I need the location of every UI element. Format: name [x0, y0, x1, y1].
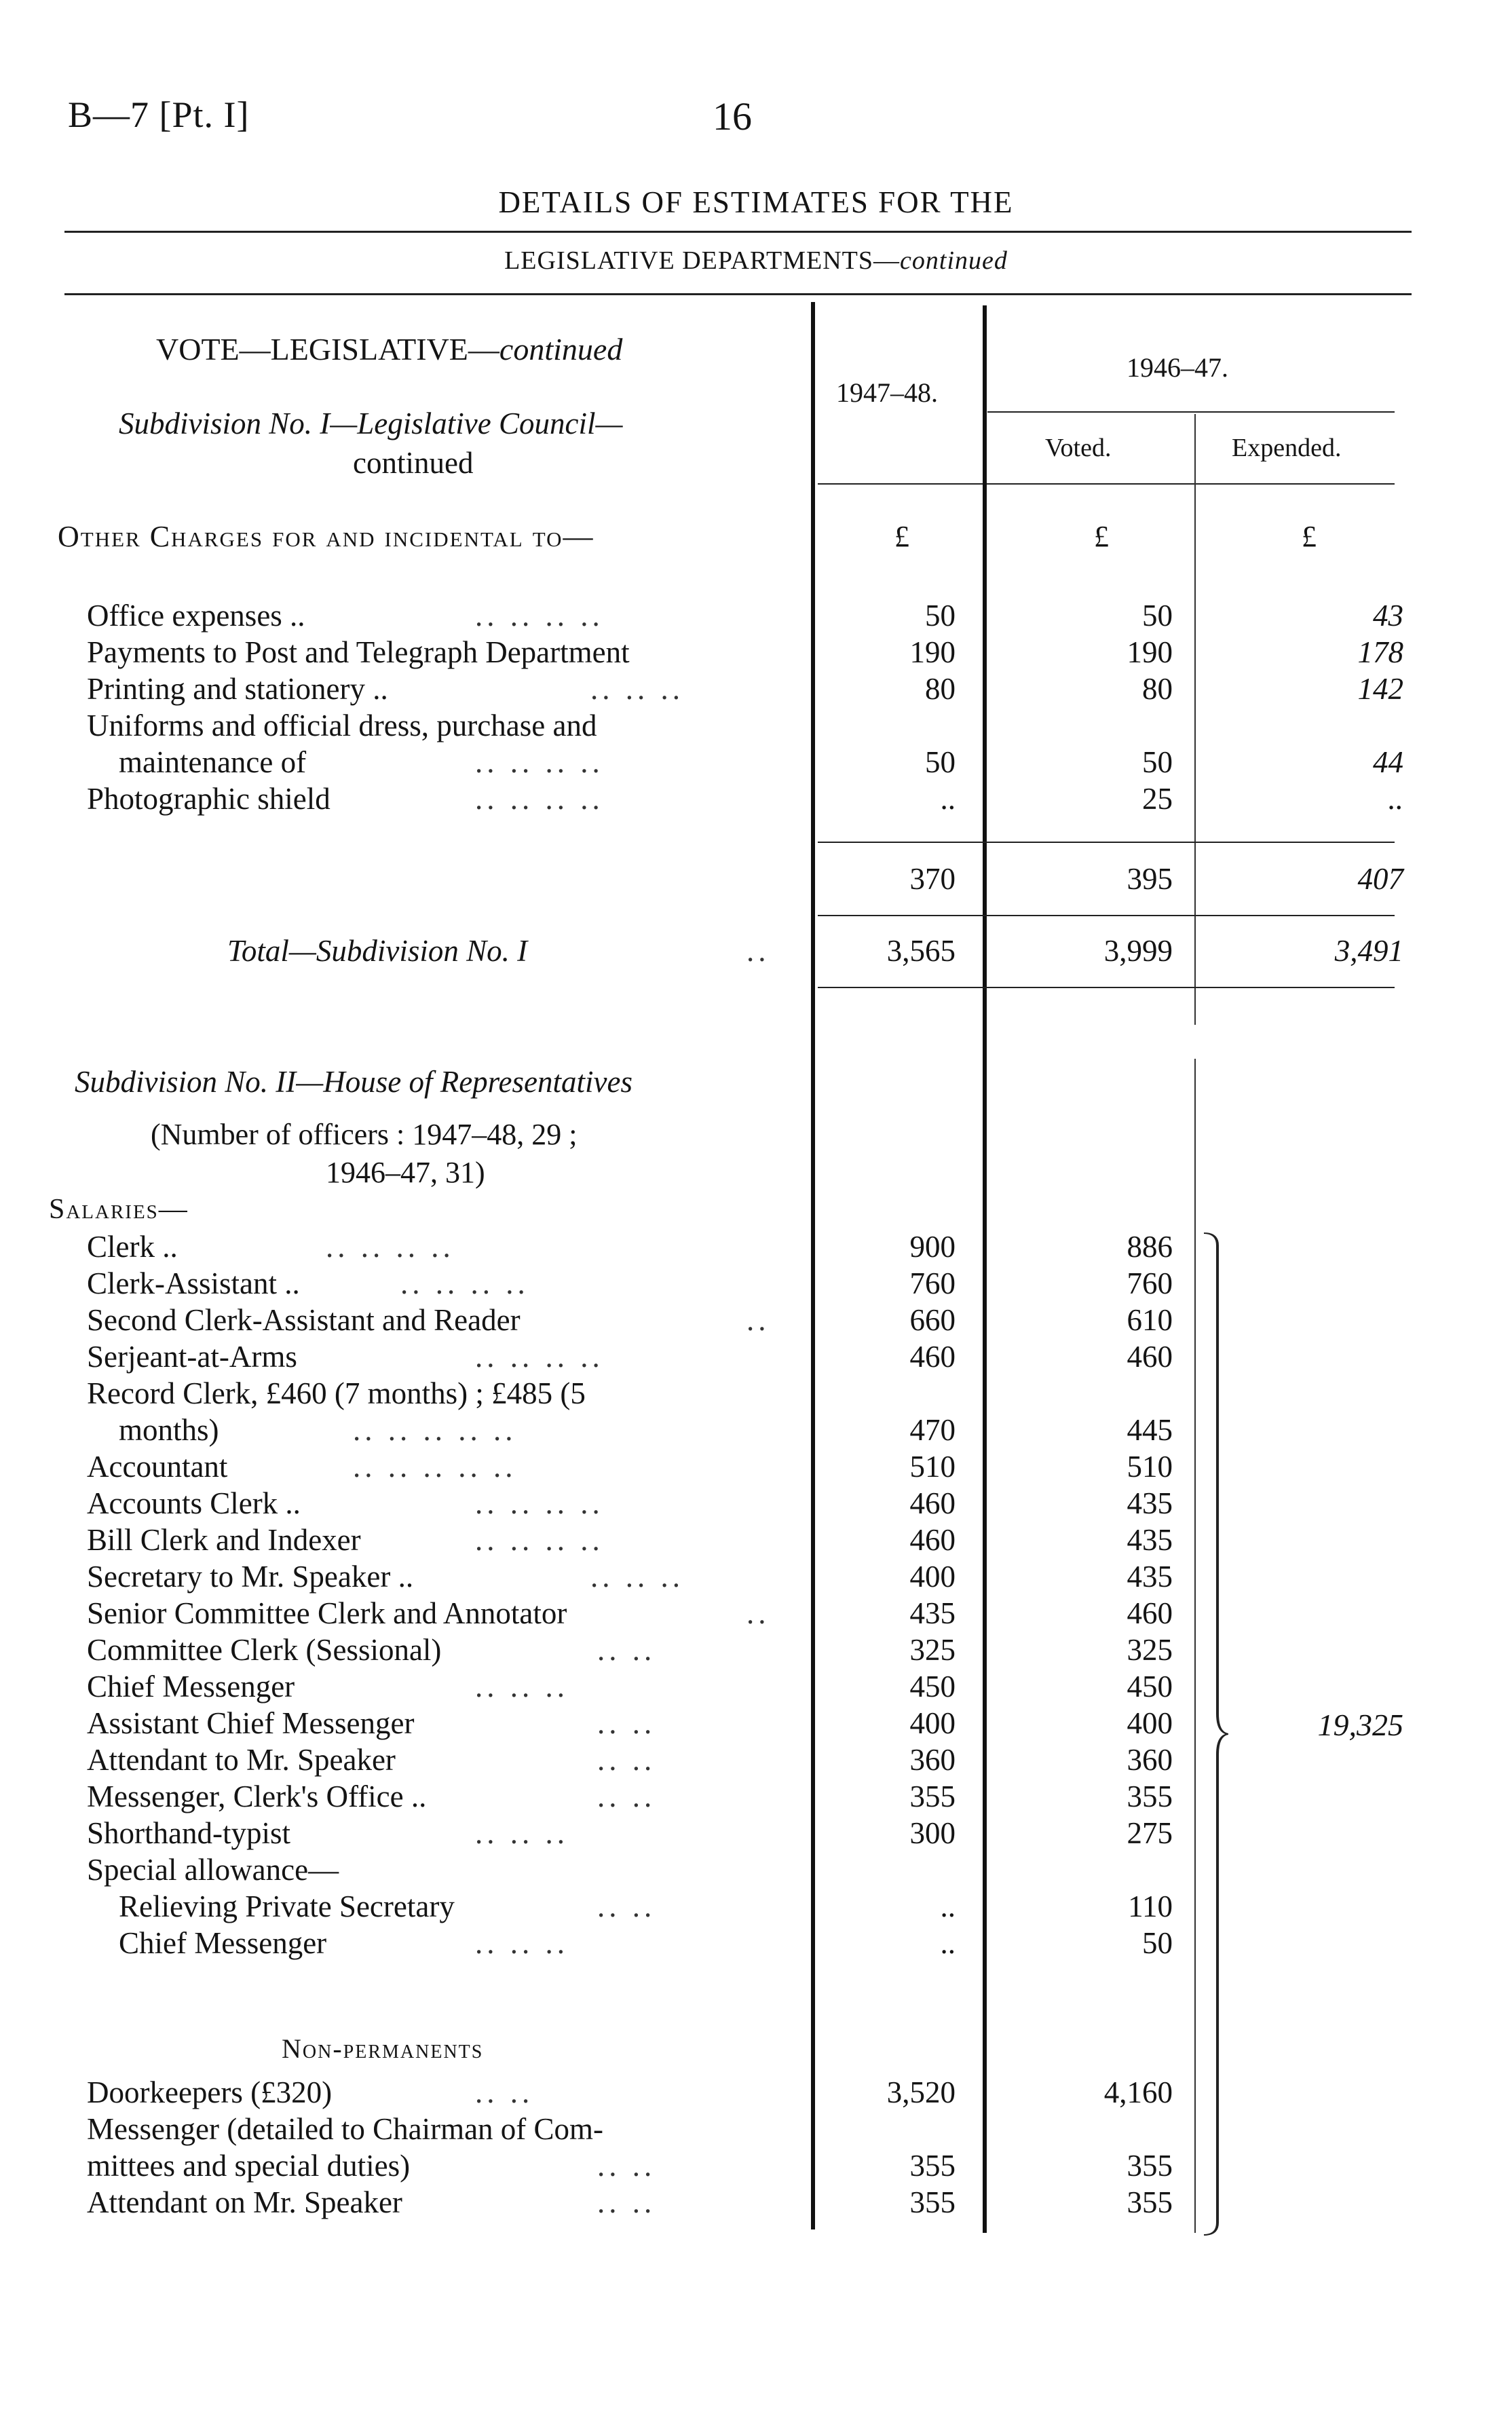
col-head-1946: 1946–47. — [1127, 352, 1228, 383]
col-head-rule-1946 — [987, 411, 1395, 413]
page-title: DETAILS OF ESTIMATES FOR THE — [498, 185, 1014, 219]
salary-row: Special allowance— — [87, 1853, 339, 1887]
salary-row: Accounts Clerk .. .. .. .. .. 460 435 — [87, 1486, 1173, 1520]
brace-expended-total: 19,325 — [1317, 1708, 1403, 1742]
col-head-1947: 1947–48. — [836, 377, 938, 408]
salary-row: Committee Clerk (Sessional) .. .. 325 325 — [87, 1633, 1173, 1667]
grouping-brace — [1201, 1232, 1228, 2236]
subdivision-2-title: Subdivision No. II—House of Representatives — [75, 1065, 632, 1099]
subtitle-rule — [64, 293, 1412, 295]
salary-row: Record Clerk, £460 (7 months) ; £485 (5 — [87, 1376, 586, 1410]
total-subdivision-1-row: Total—Subdivision No. I .. 3,565 3,999 3,491 — [227, 934, 1403, 968]
salary-row: Messenger, Clerk's Office .. .. .. 355 355 — [87, 1780, 1173, 1813]
other-charge-row: Uniforms and official dress, purchase and — [87, 709, 597, 742]
salary-row: Second Clerk-Assistant and Reader .. 660 610 — [87, 1303, 1173, 1337]
vote-title: VOTE—LEGISLATIVE—continued — [156, 332, 623, 366]
col-head-bottom-rule — [818, 483, 1395, 485]
salary-row: Secretary to Mr. Speaker .. .. .. .. 400 435 — [87, 1560, 1173, 1594]
salary-row: months) .. .. .. .. .. 470 445 — [119, 1413, 1173, 1447]
non-permanent-row: mittees and special duties) .. .. 355 355 — [87, 2149, 1173, 2183]
title-rule — [64, 231, 1412, 233]
page-subtitle: LEGISLATIVE DEPARTMENTS—continued — [504, 246, 1008, 275]
page-number: 16 — [713, 94, 752, 138]
salary-row: Senior Committee Clerk and Annotator .. 435 460 — [87, 1596, 1173, 1630]
salary-row: Chief Messenger .. .. .. .. 50 — [119, 1926, 1173, 1960]
salary-row: Shorthand-typist .. .. .. 300 275 — [87, 1816, 1173, 1850]
non-permanent-row: Attendant on Mr. Speaker .. .. 355 355 — [87, 2185, 1173, 2219]
other-charges-heading: Other Charges for and incidental to— — [58, 520, 594, 553]
salary-row: Clerk-Assistant .. .. .. .. .. 760 760 — [87, 1266, 1173, 1300]
salaries-heading: Salaries— — [49, 1194, 189, 1225]
non-permanent-row: Messenger (detailed to Chairman of Com- — [87, 2112, 604, 2146]
col-head-voted: Voted. — [1045, 434, 1112, 462]
salary-row: Accountant .. .. .. .. .. 510 510 — [87, 1450, 1173, 1484]
officers-count-line2: 1946–47, 31) — [326, 1156, 485, 1189]
salary-row: Clerk .. .. .. .. .. 900 886 — [87, 1230, 1173, 1264]
non-permanent-row: Doorkeepers (£320) .. .. 3,520 4,160 — [87, 2075, 1173, 2109]
total-subdivision-1-rule — [818, 987, 1395, 988]
other-charge-row: Payments to Post and Telegraph Department 190 190 178 — [87, 635, 1403, 669]
other-charge-row: Office expenses .. .. .. .. .. 50 50 43 — [87, 599, 1403, 633]
other-charges-sum-rule — [818, 842, 1395, 843]
salary-row: Attendant to Mr. Speaker .. .. 360 360 — [87, 1743, 1173, 1777]
other-charges-total-rule — [818, 915, 1395, 916]
currency-1947: £ — [894, 520, 909, 553]
other-charge-row: maintenance of .. .. .. .. 50 50 44 — [119, 745, 1403, 779]
officers-count-line1: (Number of officers : 1947–48, 29 ; — [151, 1118, 578, 1151]
document-reference: B—7 [Pt. I] — [68, 94, 250, 135]
salary-row: Serjeant-at-Arms .. .. .. .. 460 460 — [87, 1340, 1173, 1374]
col-head-expended: Expended. — [1232, 434, 1342, 462]
salary-row: Bill Clerk and Indexer .. .. .. .. 460 435 — [87, 1523, 1173, 1557]
salary-row: Assistant Chief Messenger .. .. 400 400 — [87, 1706, 1173, 1740]
other-charge-row: Photographic shield .. .. .. .. .. 25 .. — [87, 782, 1403, 816]
currency-expended: £ — [1302, 520, 1317, 553]
non-permanents-heading: Non-permanents — [282, 2033, 484, 2064]
salary-row: Relieving Private Secretary .. .. .. 110 — [119, 1889, 1173, 1923]
subdivision-1-continued: continued — [353, 446, 474, 480]
other-charge-row: Printing and stationery .. .. .. .. 80 80 142 — [87, 672, 1403, 706]
salary-row: Chief Messenger .. .. .. 450 450 — [87, 1670, 1173, 1703]
other-charges-total-row: 370 395 407 — [909, 862, 1403, 896]
currency-voted: £ — [1094, 520, 1109, 553]
subdivision-1-title: Subdivision No. I—Legislative Council— — [119, 407, 623, 440]
